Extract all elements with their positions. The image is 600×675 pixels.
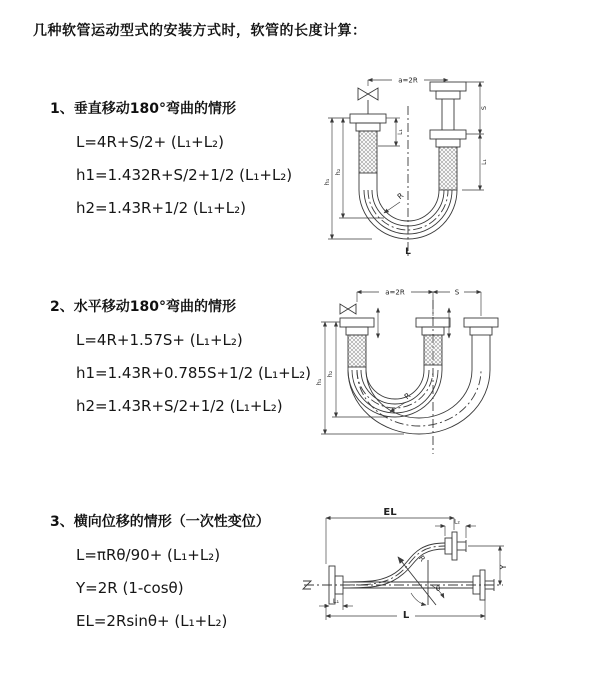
label-h2: h₂ xyxy=(334,168,342,176)
valve-icon xyxy=(340,304,356,314)
label-length: L xyxy=(405,247,411,257)
label-radius: R xyxy=(402,390,413,402)
braided-hose-section xyxy=(439,147,457,190)
section-2-formula-h1: h1=1.43R+0.785S+1/2 (L₁+L₂) xyxy=(76,364,311,382)
section-2-formula-h2: h2=1.43R+S/2+1/2 (L₁+L₂) xyxy=(76,397,283,415)
section-3 xyxy=(50,511,320,638)
section-3-formula-el: EL=2Rsinθ+ (L₁+L₂) xyxy=(76,612,228,630)
right-flange-upper xyxy=(430,82,466,91)
page-title: 几种软管运动型式的安装方式时，软管的长度计算： xyxy=(33,23,367,39)
label-l1: L₁ xyxy=(332,597,340,605)
label-theta: θ xyxy=(435,585,441,593)
section-1-heading: 1、垂直移动180°弯曲的情形 xyxy=(50,101,236,117)
label-stroke: S xyxy=(454,288,460,297)
label-span: a=2R xyxy=(398,76,418,85)
braided-hose-section xyxy=(348,335,366,367)
label-l: L xyxy=(402,610,410,621)
label-radius: R xyxy=(395,190,406,202)
radius-leader xyxy=(384,202,400,213)
label-stroke: S xyxy=(480,105,488,111)
section-1-formula-h2: h2=1.43R+1/2 (L₁+L₂) xyxy=(76,199,246,217)
section-1-formula-h1: h1=1.432R+S/2+1/2 (L₁+L₂) xyxy=(76,166,293,184)
braided-hose-section xyxy=(359,131,377,173)
radius-line xyxy=(398,557,436,605)
label-el: EL xyxy=(383,507,397,518)
label-h2: h₂ xyxy=(326,370,334,378)
valve-icon xyxy=(358,88,378,100)
section-3-formula-l: L=πRθ/90+ (L₁+L₂) xyxy=(76,546,221,564)
label-fitting-right: L₁ xyxy=(481,159,488,165)
label-fitting-left: L₁ xyxy=(397,129,404,135)
right-flange-lower xyxy=(430,130,466,139)
figure-horizontal-180-bend xyxy=(308,282,600,460)
label-l2: L₂ xyxy=(454,518,460,526)
figure-vertical-180-bend xyxy=(312,72,590,264)
diagram-lateral-displacement xyxy=(298,502,600,644)
section-2 xyxy=(50,296,320,423)
left-flange xyxy=(350,114,386,123)
label-y: Y xyxy=(499,564,508,570)
displaced-hose xyxy=(343,543,445,582)
diagram-vertical-180-bend xyxy=(312,72,590,264)
figure-lateral-displacement xyxy=(298,502,600,644)
label-h1: h₁ xyxy=(323,178,331,186)
section-3-formula-y: Y=2R (1-cosθ) xyxy=(76,579,184,597)
label-radius: R xyxy=(416,553,428,564)
section-1-formula-l: L=4R+S/2+ (L₁+L₂) xyxy=(76,133,224,151)
diagram-horizontal-180-bend xyxy=(308,282,600,460)
hose-bend-moved xyxy=(348,370,490,434)
label-h1: h₁ xyxy=(315,378,323,386)
label-span: a=2R xyxy=(385,288,405,297)
left-flange xyxy=(340,318,374,327)
section-2-heading: 2、水平移动180°弯曲的情形 xyxy=(50,299,236,315)
section-1 xyxy=(50,98,320,225)
braided-hose-section xyxy=(424,335,442,365)
right-flange xyxy=(464,318,498,327)
section-3-heading: 3、横向位移的情形（一次性变位） xyxy=(50,514,270,530)
angle-arc-left xyxy=(411,593,426,605)
section-2-formula-l: L=4R+1.57S+ (L₁+L₂) xyxy=(76,331,243,349)
upper-flange xyxy=(452,532,457,560)
